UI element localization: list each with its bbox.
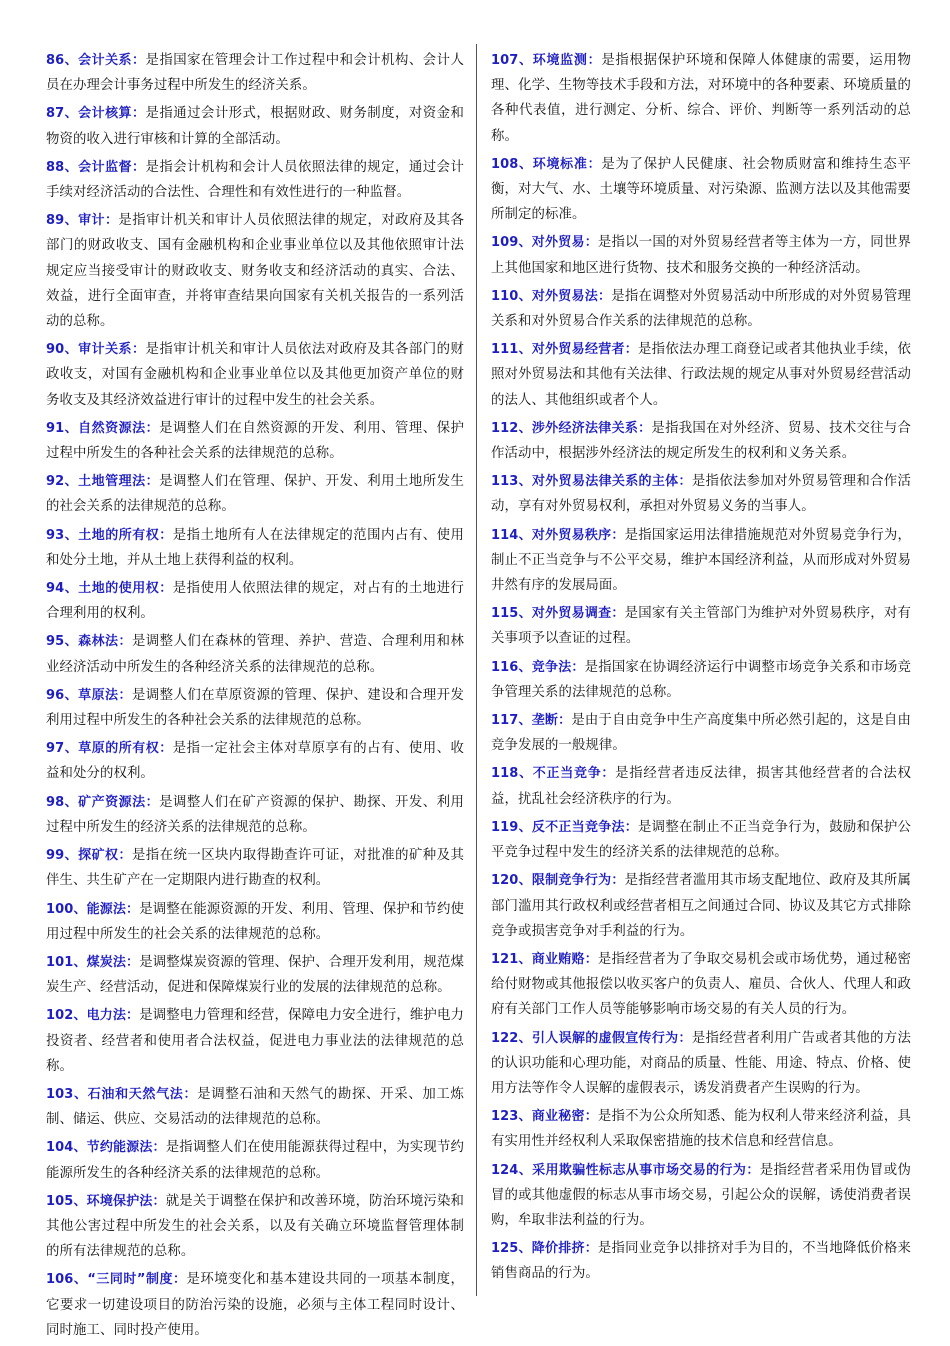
entry-term: 109、对外贸易： bbox=[491, 235, 598, 251]
entry-term: 92、土地管理法： bbox=[46, 474, 160, 490]
definition-entry bbox=[491, 48, 911, 149]
entry-term: 88、会计监督： bbox=[46, 159, 146, 175]
definition-entry bbox=[491, 761, 911, 811]
definition-entry bbox=[46, 523, 464, 573]
definition-entry bbox=[491, 1158, 911, 1234]
definition-entry bbox=[46, 208, 464, 334]
entry-term: 113、对外贸易法律关系的主体： bbox=[491, 474, 692, 490]
entry-term: 97、草原的所有权： bbox=[46, 741, 173, 757]
entry-term: 95、森林法： bbox=[46, 634, 132, 650]
entry-term: 103、石油和天然气法： bbox=[46, 1086, 198, 1102]
definition-entry bbox=[491, 230, 911, 280]
entry-term: 118、不正当竞争： bbox=[491, 766, 616, 782]
entry-term: 108、环境标准： bbox=[491, 156, 602, 172]
entry-definition: 是指我国在对外经济、贸易、技术交往与合作活动中，根据涉外经济法的规定所发生的权利和义务关系。 bbox=[491, 420, 911, 462]
entry-definition: 是指经营者利用广告或者其他的方法的认识功能和心理功能，对商品的质量、性能、用途、特点、价格、使用方法等作令人误解的虚假表示，诱发消费者产生误购的行为。 bbox=[491, 1030, 911, 1096]
entry-definition: 是调整人们在管理、保护、开发、利用土地所发生的社会关系的法律规范的总称。 bbox=[46, 474, 464, 515]
definition-entry bbox=[491, 469, 911, 519]
entry-definition: 是指依法参加对外贸易管理和合作活动，享有对外贸易权利，承担对外贸易义务的当事人。 bbox=[491, 474, 911, 515]
definition-entry bbox=[491, 708, 911, 758]
entry-definition: 是指根据保护环境和保障人体健康的需要，运用物理、化学、生物等技术手段和方法，对环境中的各种要素、环境质量的各种代表值，进行测定、分析、综合、评价、判断等一系列活动的总称。 bbox=[491, 53, 911, 144]
definition-entry bbox=[46, 48, 464, 98]
definition-entry bbox=[46, 736, 464, 786]
entry-term: 107、环境监测： bbox=[491, 53, 602, 68]
right-column bbox=[491, 48, 911, 1290]
entry-definition: 是调整煤炭资源的管理、保护、合理开发利用，规范煤炭生产、经营活动，促进和保障煤炭行业的发展的法律规范的总称。 bbox=[46, 954, 464, 996]
entry-definition: 是指使用人依照法律的规定，对占有的土地进行合理利用的权利。 bbox=[46, 581, 465, 622]
entry-term: 96、草原法： bbox=[46, 687, 132, 703]
entry-term: 105、环境保护法： bbox=[46, 1193, 166, 1209]
definition-entry bbox=[46, 950, 464, 1000]
entry-definition: 是调整石油和天然气的勘探、开采、加工炼制、储运、供应、交易活动的法律规范的总称。 bbox=[46, 1086, 464, 1128]
entry-term: 91、自然资源法： bbox=[46, 420, 160, 436]
definition-entry bbox=[46, 1189, 464, 1265]
entry-term: 101、煤炭法： bbox=[46, 954, 140, 970]
entry-term: 93、土地的所有权： bbox=[46, 527, 173, 543]
entry-definition: 是指土地所有人在法律规定的范围内占有、使用和处分土地，并从土地上获得利益的权利。 bbox=[46, 527, 465, 568]
entry-term: 122、引人误解的虚假宣传行为： bbox=[491, 1030, 692, 1046]
entry-term: 116、竞争法： bbox=[491, 659, 585, 675]
definition-entry bbox=[46, 469, 464, 519]
entry-term: 117、垄断： bbox=[491, 713, 572, 729]
definition-entry bbox=[491, 152, 911, 228]
definition-entry bbox=[46, 1003, 464, 1079]
entry-definition: 是指审计机关和审计人员依照法律的规定，对政府及其各部门的财政收支、国有金融机构和企业事业单位以及其他依照审计法规定应当接受审计的财政收支、财务收支和经济活动的真实、合法、效益，进行全面审查，并将审查结果向国家有关机关报告的一系列活动的总称。 bbox=[46, 213, 464, 330]
entry-definition: 是指通过会计形式，根据财政、财务制度，对资金和物资的收入进行审核和计算的全部活动。 bbox=[46, 106, 464, 147]
definition-entry bbox=[491, 523, 911, 599]
entry-definition: 是指在调整对外贸易活动中所形成的对外贸易管理关系和对外贸易合作关系的法律规范的总称。 bbox=[491, 288, 911, 330]
entry-term: 114、对外贸易秩序： bbox=[491, 527, 625, 543]
column-divider bbox=[476, 44, 477, 1296]
entry-definition: 是调整人们在矿产资源的保护、勘探、开发、利用过程中所发生的经济关系的法律规范的总称。 bbox=[46, 794, 464, 835]
entry-definition: 是指国家在管理会计工作过程中和会计机构、会计人员在办理会计事务过程中所发生的经济关系。 bbox=[46, 53, 464, 94]
entry-term: 124、采用欺骗性标志从事市场交易的行为： bbox=[491, 1162, 760, 1178]
entry-definition: 是调整人们在森林的管理、养护、营造、合理利用和林业经济活动中所发生的各种经济关系的法律规范的总称。 bbox=[46, 634, 464, 675]
definition-entry bbox=[46, 683, 464, 733]
definition-entry bbox=[46, 155, 464, 205]
entry-term: 100、能源法： bbox=[46, 901, 140, 917]
entry-definition: 是环境变化和基本建设共同的一项基本制度，它要求一切建设项目的防治污染的设施，必须与主体工程同时设计、同时施工、同时投产使用。 bbox=[46, 1272, 464, 1338]
entry-definition: 是指经营者为了争取交易机会或市场优势，通过秘密给付财物或其他报偿以收买客户的负责人、雇员、合伙人、代理人和政府有关部门工作人员等能够影响市场交易的有关人员的行为。 bbox=[491, 951, 911, 1018]
entry-definition: 是指以一国的对外贸易经营者等主体为一方，同世界上其他国家和地区进行货物、技术和服务交换的一种经济活动。 bbox=[491, 235, 911, 276]
definition-entry bbox=[491, 815, 911, 865]
entry-definition: 是指审计机关和审计人员依法对政府及其各部门的财政收支，对国有金融机构和企业事业单位以及其他更加资产单位的财务收支及其经济效益进行审计的过程中发生的社会关系。 bbox=[46, 342, 464, 408]
entry-definition: 是指一定社会主体对草原享有的占有、使用、收益和处分的权利。 bbox=[46, 741, 465, 782]
definition-entry bbox=[46, 416, 464, 466]
entry-definition: 是指同业竞争以排挤对手为目的，不当地降低价格来销售商品的行为。 bbox=[491, 1241, 911, 1282]
definition-entry bbox=[491, 1236, 911, 1286]
entry-definition: 是指国家运用法律措施规范对外贸易竞争行为，制止不正当竞争与不公平交易，维护本国经济利益，从而形成对外贸易井然有序的发展局面。 bbox=[491, 527, 911, 594]
definition-entry bbox=[46, 1267, 464, 1343]
definition-entry bbox=[46, 337, 464, 413]
entry-term: 99、探矿权： bbox=[46, 848, 132, 864]
definition-entry bbox=[491, 1026, 911, 1102]
definition-entry bbox=[491, 868, 911, 944]
entry-term: 102、电力法： bbox=[46, 1008, 140, 1024]
entry-term: 104、节约能源法： bbox=[46, 1140, 166, 1156]
entry-definition: 是指依法办理工商登记或者其他执业手续，依照对外贸易法和其他有关法律、行政法规的规定从事对外贸易经营活动的法人、其他组织或者个人。 bbox=[491, 342, 911, 408]
entry-definition: 是调整人们在自然资源的开发、利用、管理、保护过程中所发生的各种社会关系的法律规范的总称。 bbox=[46, 420, 464, 462]
entry-definition: 是国家有关主管部门为维护对外贸易秩序，对有关事项予以查证的过程。 bbox=[491, 606, 911, 647]
definition-entry bbox=[491, 416, 911, 466]
entry-term: 115、对外贸易调查： bbox=[491, 606, 625, 622]
definition-entry bbox=[46, 897, 464, 947]
definition-entry bbox=[491, 1104, 911, 1154]
definition-entry bbox=[491, 337, 911, 413]
entry-definition: 是指会计机构和会计人员依照法律的规定，通过会计手续对经济活动的合法性、合理性和有效性进行的一种监督。 bbox=[46, 159, 464, 201]
definition-entry bbox=[491, 601, 911, 651]
entry-term: 86、会计关系： bbox=[46, 53, 146, 68]
entry-definition: 是指在统一区块内取得勘查许可证，对批准的矿种及其伴生、共生矿产在一定期限内进行勘查的权利。 bbox=[46, 848, 464, 889]
entry-definition: 是指不为公众所知悉、能为权利人带来经济利益，具有实用性并经权利人采取保密措施的技术信息和经营信息。 bbox=[491, 1109, 911, 1150]
definition-entry bbox=[46, 629, 464, 679]
entry-term: 120、限制竞争行为： bbox=[491, 873, 625, 889]
entry-definition: 是调整在能源资源的开发、利用、管理、保护和节约使用过程中所发生的社会关系的法律规范的总称。 bbox=[46, 901, 464, 942]
entry-definition: 是为了保护人民健康、社会物质财富和维持生态平衡，对大气、水、土壤等环境质量、对污染源、监测方法以及其他需要所制定的标准。 bbox=[491, 156, 911, 223]
definition-entry bbox=[46, 843, 464, 893]
entry-term: 98、矿产资源法： bbox=[46, 794, 160, 810]
entry-definition: 是由于自由竞争中生产高度集中所必然引起的，这是自由竞争发展的一般规律。 bbox=[491, 713, 911, 754]
entry-term: 94、土地的使用权： bbox=[46, 581, 173, 597]
entry-definition: 是指调整人们在使用能源获得过程中，为实现节约能源所发生的各种经济关系的法律规范的总称。 bbox=[46, 1140, 465, 1181]
definition-entry bbox=[46, 790, 464, 840]
definition-entry bbox=[46, 1082, 464, 1132]
entry-term: 125、降价排挤： bbox=[491, 1241, 598, 1257]
entry-term: 119、反不正当竞争法： bbox=[491, 819, 639, 835]
entry-term: 112、涉外经济法律关系： bbox=[491, 420, 652, 436]
entry-definition: 是指经营者采用伪冒或伪冒的或其他虚假的标志从事市场交易，引起公众的误解，诱使消费者误购，牟取非法利益的行为。 bbox=[491, 1162, 911, 1228]
entry-term: 110、对外贸易法： bbox=[491, 288, 612, 304]
entry-term: 121、商业贿赂： bbox=[491, 951, 598, 967]
definition-entry bbox=[491, 655, 911, 705]
definition-entry bbox=[491, 284, 911, 334]
entry-definition: 是指经营者违反法律，损害其他经营者的合法权益，扰乱社会经济秩序的行为。 bbox=[491, 766, 911, 807]
entry-definition: 是指经营者滥用其市场支配地位、政府及其所属部门滥用其行政权利或经营者相互之间通过合同、协议及其它方式排除竞争或损害竞争对手利益的行为。 bbox=[491, 873, 911, 939]
entry-term: 111、对外贸易经营者： bbox=[491, 342, 639, 358]
definition-entry bbox=[46, 101, 464, 151]
definition-entry bbox=[46, 576, 464, 626]
entry-term: 106、“三同时”制度： bbox=[46, 1272, 187, 1288]
left-column bbox=[46, 48, 464, 1346]
entry-definition: 是调整电力管理和经营，保障电力安全进行，维护电力投资者、经营者和使用者合法权益，促进电力事业法的法律规范的总称。 bbox=[46, 1008, 464, 1074]
entry-term: 123、商业秘密： bbox=[491, 1109, 598, 1125]
definition-entry bbox=[46, 1135, 464, 1185]
entry-term: 90、审计关系： bbox=[46, 342, 146, 358]
definition-entry bbox=[491, 947, 911, 1023]
entry-definition: 是调整在制止不正当竞争行为，鼓励和保护公平竞争过程中发生的经济关系的法律规范的总称。 bbox=[491, 819, 911, 861]
entry-term: 87、会计核算： bbox=[46, 106, 146, 122]
entry-definition: 是调整人们在草原资源的管理、保护、建设和合理开发利用过程中所发生的各种社会关系的法律规范的总称。 bbox=[46, 687, 464, 729]
entry-definition: 就是关于调整在保护和改善环境，防治环境污染和其他公害过程中所发生的社会关系，以及有关确立环境监督管理体制的所有法律规范的总称。 bbox=[46, 1193, 465, 1260]
entry-definition: 是指国家在协调经济运行中调整市场竞争关系和市场竞争管理关系的法律规范的总称。 bbox=[491, 659, 912, 700]
entry-term: 89、审计： bbox=[46, 213, 119, 229]
